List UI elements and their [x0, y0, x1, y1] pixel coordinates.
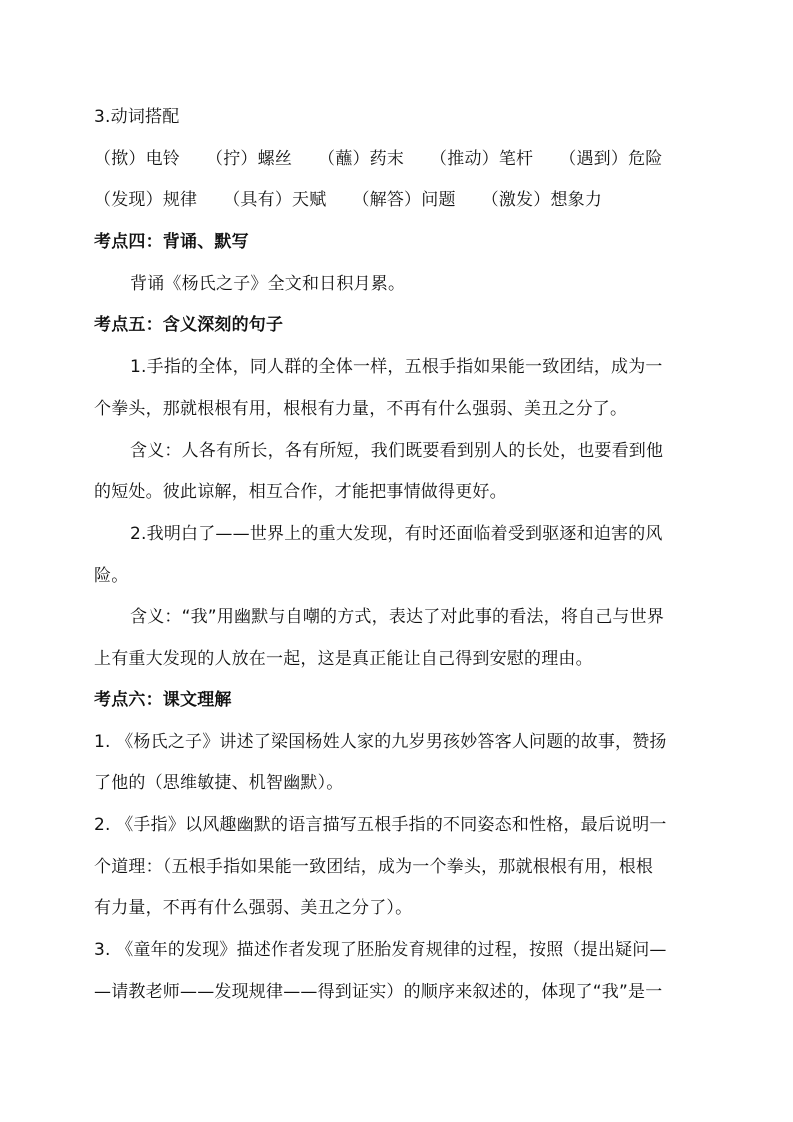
verb-pair: （ 激发 ） 想象力	[486, 188, 602, 212]
paragraph-line: 上有重大发现的人放在一起，这是真正能让自己得到安慰的理由。	[94, 649, 593, 669]
paragraph-line: 有力量，不再有什么强弱、美丑之分了）。	[94, 898, 413, 918]
paragraph-line: 险。	[94, 566, 129, 586]
paragraph-line: 了他的（思维敏捷、机智幽默）。	[94, 773, 344, 793]
verb-pair: （ 解答 ） 问题	[356, 188, 455, 212]
paragraph-line: 1.手指的全体，同人群的全体一样，五根手指如果能一致团结，成为一	[130, 357, 663, 377]
section-title-verb-collocation: 3.动词搭配	[94, 107, 180, 127]
paragraph-line: 含义：人各有所长，各有所短，我们既要看到别人的长处，也要看到他	[130, 441, 664, 461]
verb-pair: （ 推动 ） 笔杆	[434, 147, 533, 171]
verb-pair: （ 蘸 ） 药末	[322, 147, 404, 171]
paragraph-line: 含义：“我”用幽默与自嘲的方式，表达了对此事的看法，将自己与世界	[130, 607, 665, 627]
paragraph: 背诵《杨氏之子》全文和日积月累。	[130, 274, 406, 294]
paragraph-line: 个拳头，那就根根有用，根根有力量，不再有什么强弱、美丑之分了。	[94, 399, 628, 419]
verb-pairs-row-1	[98, 147, 714, 171]
paragraph-line: 个道理：（五根手指如果能一致团结，成为一个拳头，那就根根有用，根根	[94, 857, 654, 877]
paragraph-line: 2.我明白了——世界上的重大发现，有时还面临着受到驱逐和迫害的风	[130, 524, 663, 544]
heading-kaodian-5: 考点五：含义深刻的句子	[94, 315, 284, 335]
paragraph-line: 1. 《杨氏之子》讲述了梁国杨姓人家的九岁男孩妙答客人问题的故事，赞扬	[94, 732, 667, 752]
verb-pair: （ 发现 ） 规律	[98, 188, 197, 212]
verb-pair: （ 遇到 ） 危险	[563, 147, 662, 171]
heading-kaodian-4: 考点四：背诵、默写	[94, 232, 249, 252]
paragraph-line: —请教老师——发现规律——得到证实）的顺序来叙述的，体现了“我”是一	[94, 982, 663, 1002]
verb-pair: （ 拧 ） 螺丝	[210, 147, 292, 171]
verb-pair: （ 具有 ） 天赋	[227, 188, 326, 212]
verb-pairs-row-2	[98, 188, 714, 212]
paragraph-line: 2. 《手指》以风趣幽默的语言描写五根手指的不同姿态和性格，最后说明一	[94, 815, 667, 835]
verb-pair: （ 揿 ） 电铃	[98, 147, 180, 171]
paragraph-line: 的短处。彼此谅解，相互合作，才能把事情做得更好。	[94, 482, 507, 502]
heading-kaodian-6: 考点六：课文理解	[94, 690, 232, 710]
paragraph-line: 3. 《童年的发现》描述作者发现了胚胎发育规律的过程，按照（提出疑问—	[94, 940, 667, 960]
